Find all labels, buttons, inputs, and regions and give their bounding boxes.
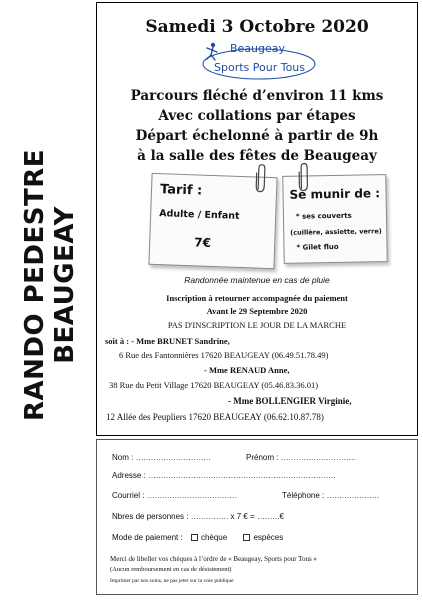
contact-3-address: 12 Allée des Peupliers 17620 BEAUGEAY (06.62.10.87.78) [106,412,324,422]
prenom-row [246,453,356,462]
tarif-price: 7€ [193,235,212,250]
equipment-item-cutlery-detail: (cuillère, assiette, verre) [290,227,382,237]
total-field[interactable]: ……… [256,512,280,521]
rain-note: Randonnée maintenue en cas de pluie [184,275,330,285]
personnes-label: Nbres de personnes : [112,512,189,521]
side-title-line1: RANDO PEDESTRE [20,148,50,422]
contact-2-address: 38 Rue du Petit Village 17620 BEAUGEAY (05.46.83.36.01) [109,380,319,390]
tarif-note [148,173,277,269]
price-calc: x 7 € = [230,512,255,521]
contact-1-name: soit à : - Mme BRUNET Sandrine, [105,336,230,346]
detail-distance: Parcours fléché d’environ 11 kms [130,88,384,104]
especes-label: espèces [253,533,284,542]
adresse-row [112,471,336,480]
contact-3-name: - Mme BOLLENGIER Virginie, [228,396,352,406]
cheque-label: chèque [200,533,228,542]
adresse-label: Adresse : [112,471,146,480]
nom-field[interactable]: ………………………… [135,453,211,462]
inscription-line1: Inscription à retourner accompagnée du paiement [166,293,348,303]
event-details [96,86,418,166]
courriel-label: Courriel : [112,491,145,500]
adresse-field[interactable]: ………………………………………………………………… [148,471,336,480]
nom-label: Nom : [112,453,134,462]
footer-no-refund: (Aucun remboursement en cas de désistement) [110,566,232,573]
cheque-checkbox[interactable] [191,534,198,541]
inscription-warning: PAS D'INSCRIPTION LE JOUR DE LA MARCHE [167,320,347,330]
side-title-line2: BEAUGEAY [50,206,80,364]
equipment-item-vest: * Gilet fluo [296,242,339,252]
paperclip-icon [254,163,267,193]
prenom-field[interactable]: ………………………… [280,453,356,462]
detail-snacks: Avec collations par étapes [158,108,356,124]
contact-2-name: - Mme RENAUD Anne, [204,365,290,375]
especes-checkbox[interactable] [243,534,250,541]
total-unit: € [279,512,284,521]
detail-start: Départ échelonné à partir de 9h [135,128,379,144]
telephone-row [282,491,379,500]
equipment-note [282,174,388,264]
contact-1-address: 6 Rue des Fantonnières 17620 BEAUGEAY (06.49.51.78.49) [119,350,329,360]
tarif-title: Tarif : [159,182,203,199]
nom-row [112,453,211,462]
event-date: Samedi 3 Octobre 2020 [145,17,369,37]
footer-print-notice: Imprimer par nos soins, ne pas jeter sur la voie publique [110,578,234,584]
paiement-label: Mode de paiement : [112,533,183,542]
inscription-deadline: Avant le 29 Septembre 2020 [206,306,308,316]
logo-line2: Sports Pour Tous [214,61,306,74]
telephone-field[interactable]: ………………… [326,491,379,500]
equipment-item-cutlery: * ses couverts [295,211,352,221]
personnes-field[interactable]: …………… [190,512,229,521]
prenom-label: Prénom : [246,453,279,462]
detail-venue: à la salle des fêtes de Beaugeay [137,148,377,164]
club-logo [200,42,318,82]
paiement-row [112,533,283,542]
telephone-label: Téléphone : [282,491,325,500]
logo-line1: Beaugeay [230,42,286,55]
footer-payable-to: Merci de libeller vos chèques à l’ordre de « Beaugeay, Sports pour Tous » [110,555,317,563]
courriel-field[interactable]: ……………………………… [146,491,237,500]
tarif-label: Adulte / Enfant [159,208,240,222]
side-title [0,0,100,430]
personnes-row [112,512,284,521]
equipment-title: Se munir de : [289,186,381,202]
courriel-row [112,491,237,500]
